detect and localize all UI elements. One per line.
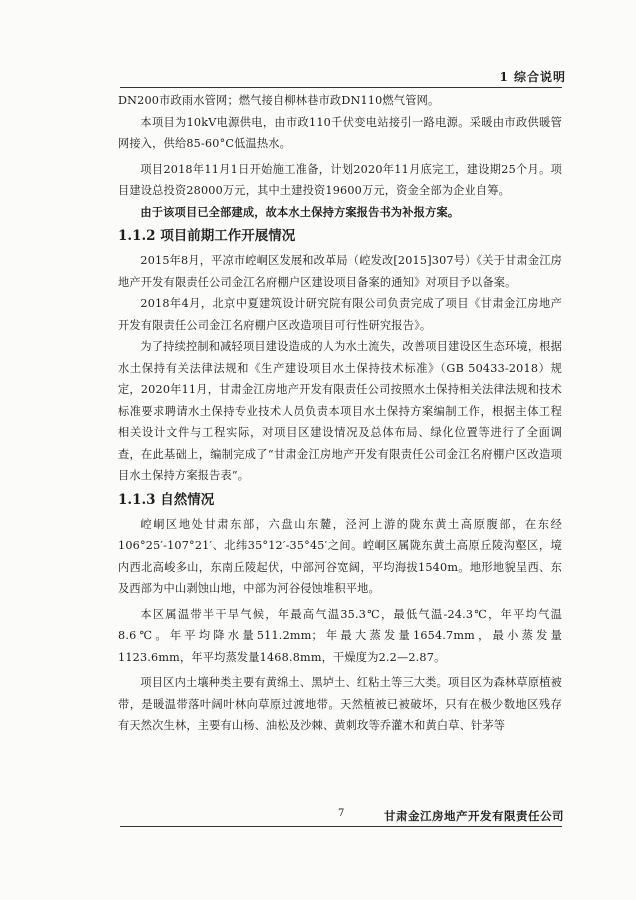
- paragraph: 2015年8月，平凉市崆峒区发展和改革局（崆发改[2015]307号）《关于甘肃金江房地产开发有限责任公司金江名府棚户区建设项目备案的通知》对项目予以备案。: [118, 254, 562, 289]
- page-body: [118, 90, 562, 737]
- paragraph: 本项目为10kV电源供电，由市政110千伏变电站接引一路电源。采暖由市政供暖管网接入，供给85-60°C低温热水。: [118, 115, 562, 150]
- section-heading-1-1-2: 1.1.2 项目前期工作开展情况: [118, 228, 296, 244]
- paragraph: 本区属温带半干旱气候，年最高气温35.3℃，最低气温-24.3℃，年平均气温8.6℃。年平均降水量511.2mm；年最大蒸发量1654.7mm，最小蒸发量1123.6mm，年平均蒸发量1468.8mm，干燥度为2.2—2.87。: [118, 607, 562, 664]
- header-rule: [120, 87, 562, 88]
- footer-company: 甘肃金江房地产开发有限责任公司: [384, 809, 564, 823]
- chapter-title: 1 综合说明: [499, 70, 566, 84]
- paragraph: DN200市政雨水管网；燃气接自柳林巷市政DN110燃气管网。: [118, 94, 440, 107]
- paragraph: 2018年4月，北京中夏建筑设计研究院有限公司负责完成了项目《甘肃金江房地产开发有限责任公司金江名府棚户区改造项目可行性研究报告》。: [118, 297, 562, 332]
- paragraph-emphasis: 由于该项目已全部建成，故本水土保持方案报告书为补报方案。: [140, 204, 460, 219]
- paragraph: 项目区内土壤种类主要有黄绵土、黑垆土、红粘土等三大类。项目区为森林草原植被带，是暖温带落叶阔叶林向草原过渡地带。天然植被已被破坏，只有在极少数地区残存有天然次生林，主要有山杨、油松及沙棘、黄刺玫等乔灌木和黄白草、针茅等: [118, 676, 562, 732]
- page-number: 7: [338, 808, 345, 819]
- section-heading-1-1-3: 1.1.3 自然情况: [118, 491, 215, 508]
- footer-rule: [120, 826, 562, 827]
- paragraph: 崆峒区地处甘肃东部，六盘山东麓，泾河上游的陇东黄土高原腹部，在东经106°25′-107°21′、北纬35°12′-35°45′之间。崆峒区属陇东黄土高原丘陵沟壑区，境内西北高峻多山，东南丘陵起伏，中部河谷宽阔，平均海拔1540m。地形地貌呈西、东及西部为中山剥蚀山地，中部为河谷侵蚀堆积平地。: [118, 517, 562, 595]
- paragraph: 为了持续控制和减轻项目建设造成的人为水土流失，改善项目建设区生态环境，根据水土保持有关法律法规和《生产建设项目水土保持技术标准》（GB 50433-2018）规定，2020年11月，甘肃金江房地产开发有限责任公司按照水土保持相关法律法规和技术标准要求聘请水土保持专业技术人员负责本项目水土保持方案编制工作，根据主体工程相关设计文件与工程实际，对项目区建设情况及总体布局、绿化位置等进行了全面调查，在此基础上，编制完成了“甘肃金江房地产开发有限责任公司金江名府棚户区改造项目水土保持方案报告表”。: [118, 340, 562, 482]
- paragraph: 项目2018年11月1日开始施工准备，计划2020年11月底完工，建设期25个月。项目建设总投资28000万元，其中土建投资19600万元，资金全部为企业自筹。: [118, 162, 562, 197]
